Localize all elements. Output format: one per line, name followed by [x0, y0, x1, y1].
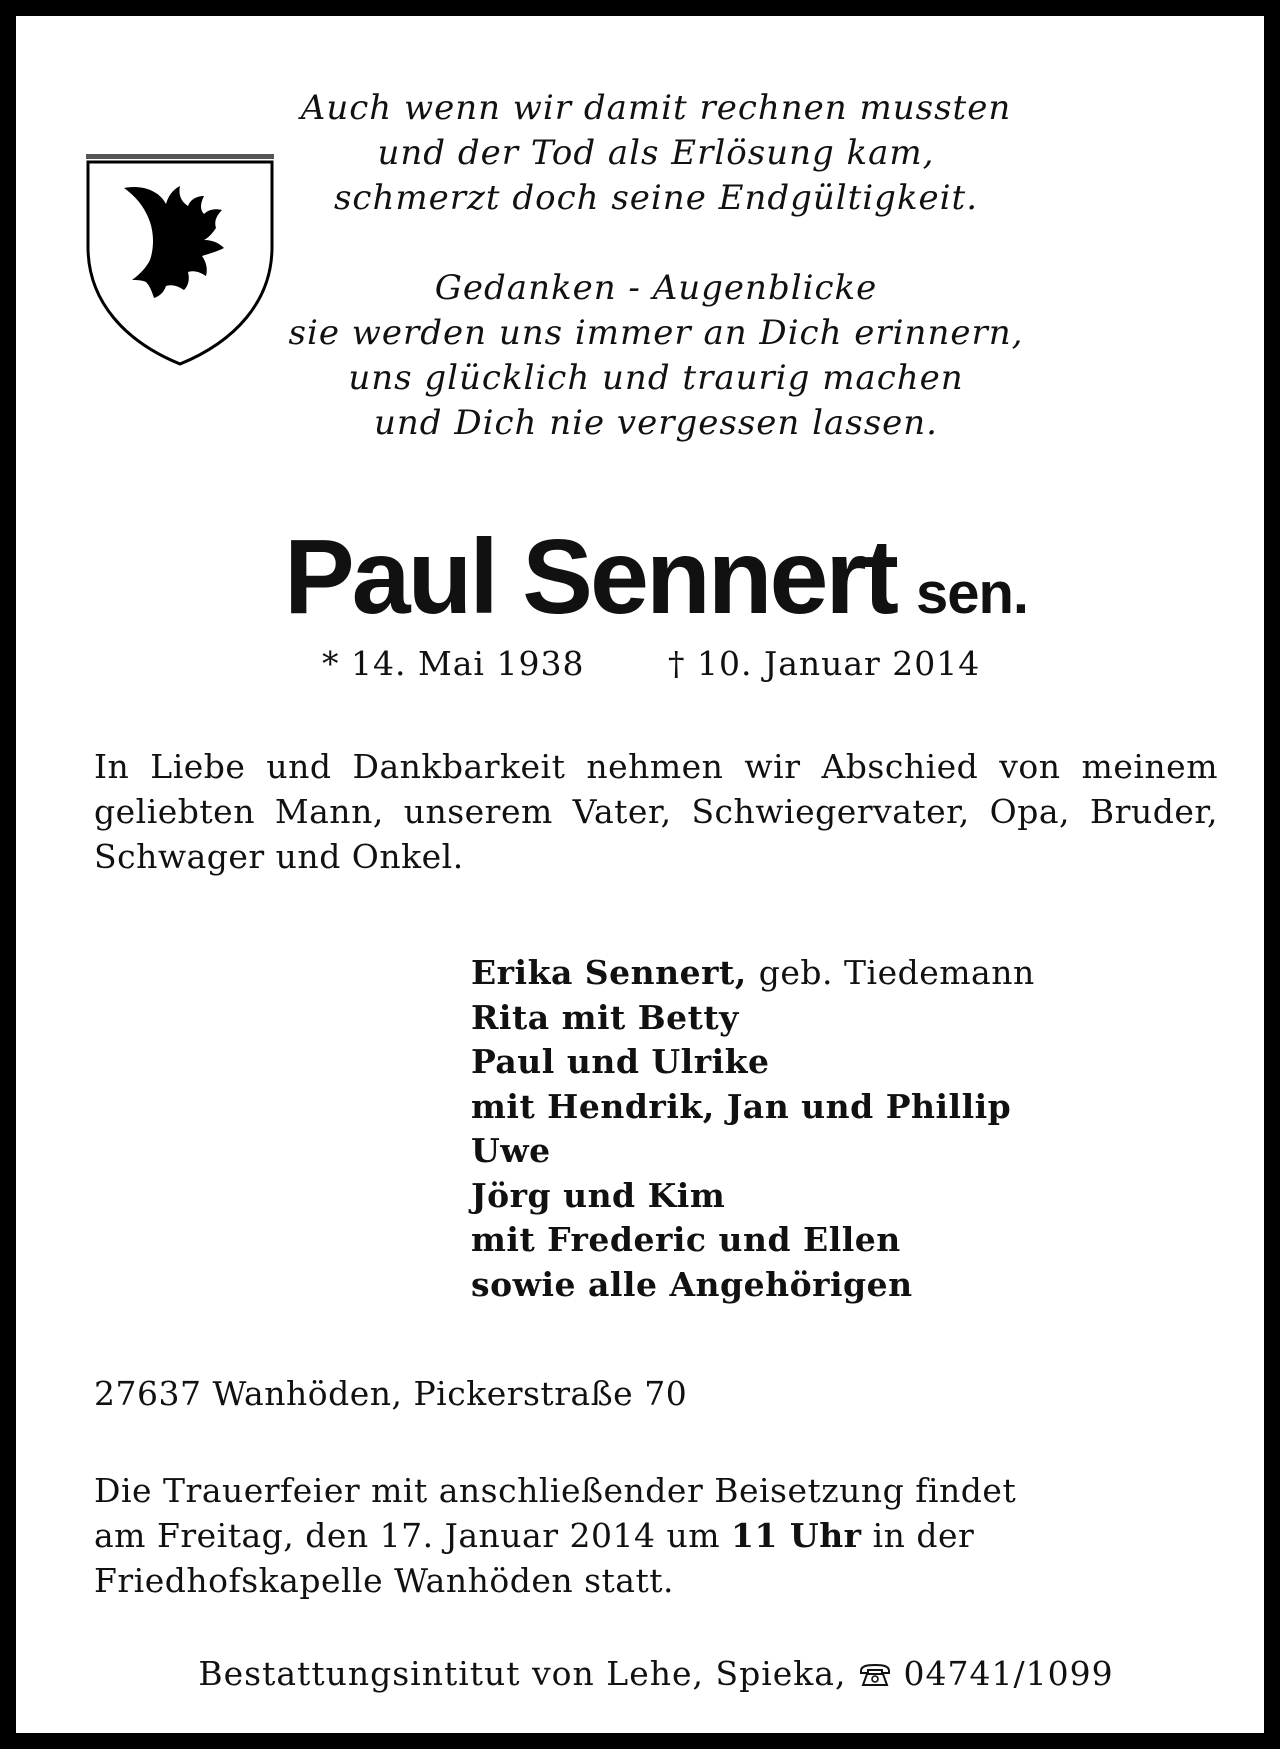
life-dates — [16, 644, 1280, 688]
family-first-note: geb. Tiedemann — [758, 953, 1035, 992]
family-member: sowie alle Angehörigen — [471, 1264, 913, 1304]
ceremony-info — [94, 1468, 1218, 1603]
family-member: mit Frederic und Ellen — [471, 1220, 901, 1259]
address: 27637 Wanhöden, Pickerstraße 70 — [94, 1374, 688, 1413]
ceremony-line-pre: am Freitag, den 17. Januar 2014 um — [94, 1516, 720, 1555]
poem-line: uns glücklich und traurig machen — [348, 358, 964, 398]
poem-stanza-1 — [256, 86, 1056, 221]
poem-line: Gedanken - Augenblicke — [434, 268, 878, 308]
intro-text: In Liebe und Dankbarkeit nehmen wir Abschied von meinem geliebten Mann, unserem Vater, Schwiegervater, Opa, Bruder, Schwager und Onkel. — [94, 747, 1218, 876]
poem-line: und der Tod als Erlösung kam, — [377, 133, 935, 173]
undertaker-phone: 04741/1099 — [903, 1654, 1114, 1693]
undertaker-name: Bestattungsintitut von Lehe, Spieka, — [198, 1654, 847, 1693]
family-member: Uwe — [471, 1131, 551, 1170]
undertaker-info — [16, 1654, 1280, 1693]
crest-icon — [84, 152, 276, 368]
deceased-name — [16, 518, 1280, 636]
ceremony-time: 11 Uhr — [731, 1516, 862, 1555]
family-member — [471, 951, 1035, 996]
poem-line: Auch wenn wir damit rechnen mussten — [300, 88, 1012, 128]
ceremony-line — [94, 1513, 1218, 1558]
deceased-name-main: Paul Sennert — [283, 518, 896, 636]
poem-stanza-2 — [256, 266, 1056, 446]
family-list — [471, 951, 1035, 1307]
ceremony-line: Friedhofskapelle Wanhöden statt. — [94, 1561, 674, 1600]
birth-date: * 14. Mai 1938 — [322, 644, 585, 683]
family-first-name: Erika Sennert, — [471, 953, 747, 992]
poem-line: und Dich nie vergessen lassen. — [373, 403, 938, 443]
death-date: † 10. Januar 2014 — [668, 644, 981, 683]
poem-line: sie werden uns immer an Dich erinnern, — [288, 313, 1024, 353]
family-member: Jörg und Kim — [471, 1175, 726, 1215]
ceremony-line: Die Trauerfeier mit anschließender Beisetzung findet — [94, 1471, 1017, 1510]
family-member: mit Hendrik, Jan und Phillip — [471, 1086, 1012, 1126]
family-member: Rita mit Betty — [471, 997, 739, 1037]
family-member: Paul und Ulrike — [471, 1042, 770, 1081]
deceased-name-suffix: sen. — [915, 561, 1029, 626]
poem-line: schmerzt doch seine Endgültigkeit. — [333, 178, 979, 218]
phone-icon — [858, 1662, 892, 1688]
ceremony-line-post: in der — [872, 1516, 975, 1555]
